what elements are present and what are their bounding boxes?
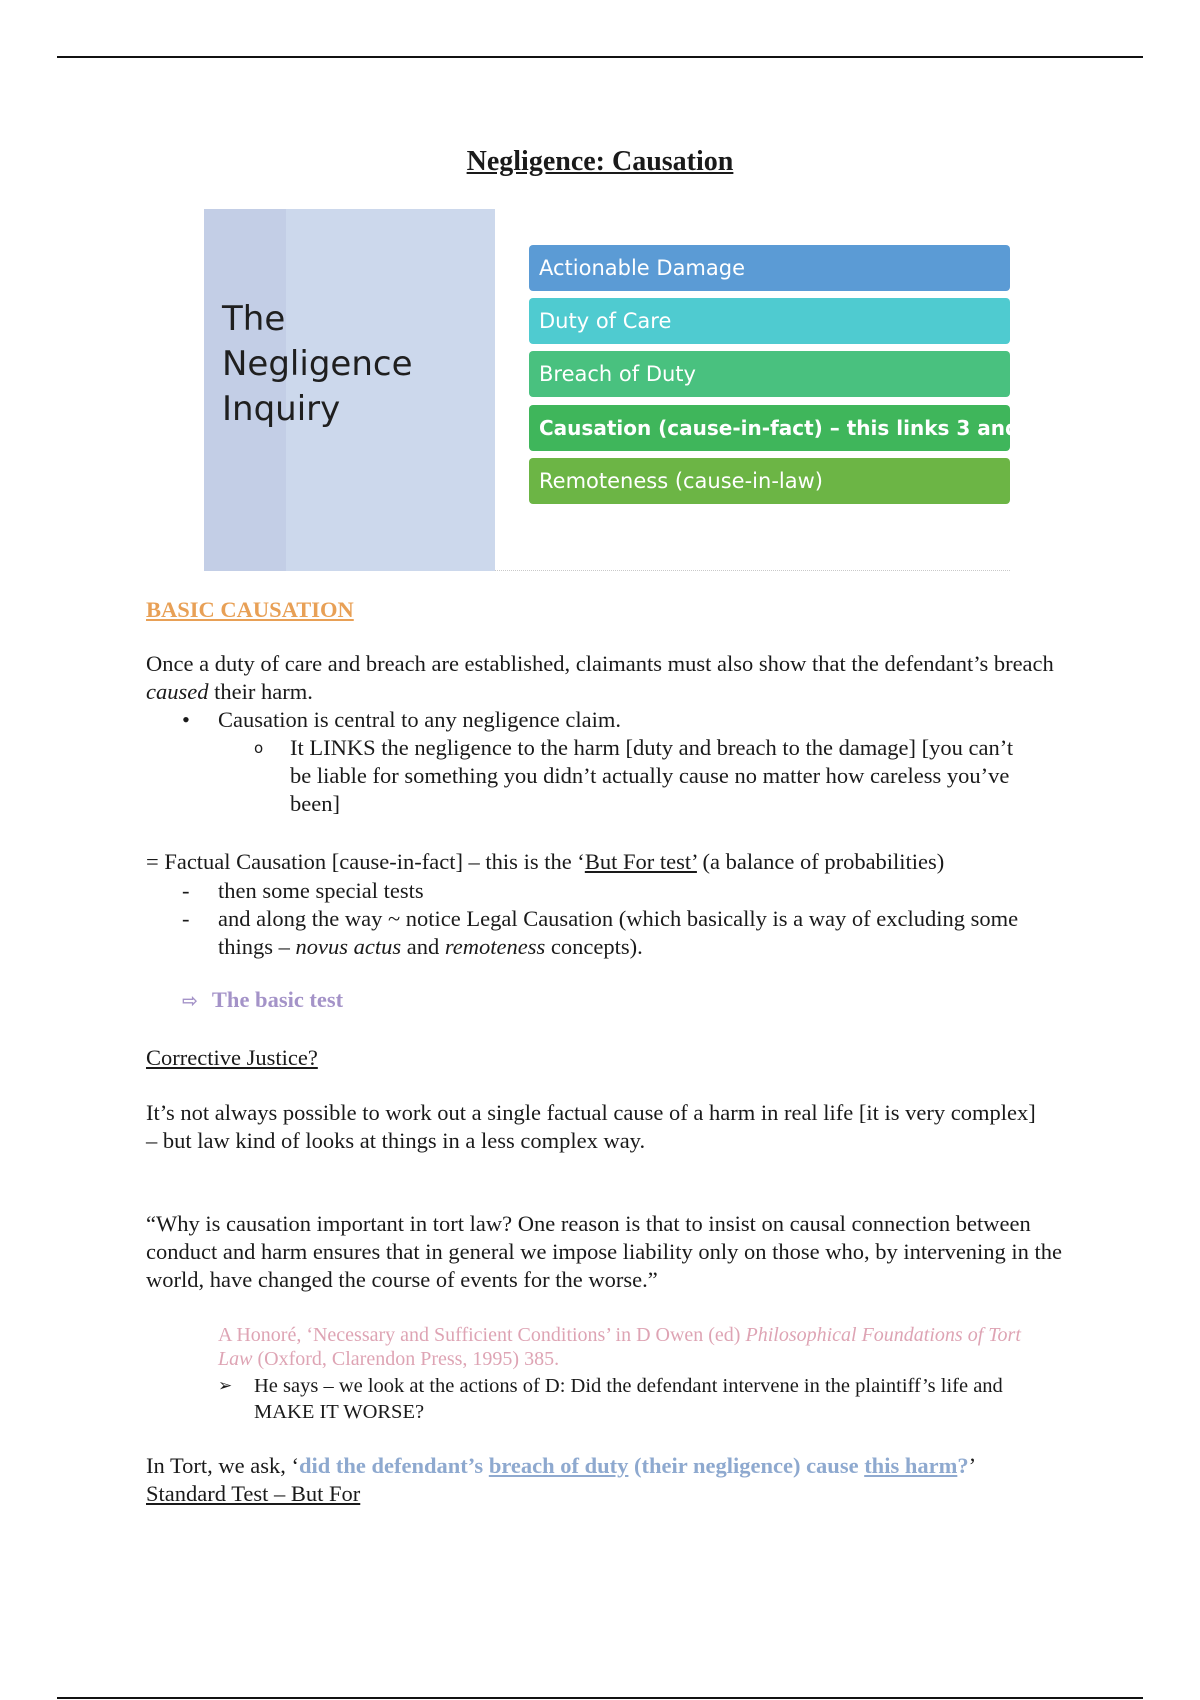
tort-question-c: ’ xyxy=(968,1453,977,1478)
standard-test-heading: Standard Test – But For xyxy=(146,1481,361,1506)
but-for-test-link-text: But For test’ xyxy=(584,849,697,874)
dash-text-2 xyxy=(218,905,1038,961)
diagram-bar-breach-of-duty: Breach of Duty xyxy=(529,351,1010,397)
right-arrow-icon: ⇨ xyxy=(182,990,198,1012)
top-rule xyxy=(57,56,1143,58)
bullet-dot-icon: • xyxy=(182,707,190,732)
citation-b: (Oxford, Clarendon Press, 1995) 385. xyxy=(252,1348,560,1370)
tort-question-this-harm: this harm xyxy=(864,1453,958,1478)
citation-book-title: Philosophical Foundations of Tort Law xyxy=(218,1324,1021,1370)
intro-text-a: Once a duty of care and breach are established, claimants must also show that the defendant’s breach xyxy=(146,651,1054,676)
dash-text-1: then some special tests xyxy=(218,878,424,903)
dash-marker: - xyxy=(182,878,190,903)
intro-paragraph xyxy=(146,650,1066,706)
honore-note-text: He says – we look at the actions of D: Did the defendant intervene in the plaintiff’s life and MAKE IT WORSE? xyxy=(254,1375,1003,1423)
tort-question-b3: (their negligence) cause xyxy=(628,1453,865,1478)
intro-text-b: their harm. xyxy=(208,679,313,704)
diagram-bar-remoteness: Remoteness (cause-in-law) xyxy=(529,458,1010,504)
complexity-line-2: – but law kind of looks at things in a less complex way. xyxy=(146,1128,646,1153)
citation-a: A Honoré, ‘Necessary and Sufficient Conditions’ in D Owen (ed) xyxy=(218,1324,746,1346)
factual-lead: = Factual Causation [cause-in-fact] – this is the ‘ xyxy=(146,849,585,874)
dash-marker: - xyxy=(182,906,190,931)
honore-quote: “Why is causation important in tort law? One reason is that to insist on causal connection between conduct and harm ensures that in general we impose liability only on those who, by intervening in the world, have changed the course of events for the worse.” xyxy=(146,1211,1063,1292)
diagram-bar-causation: Causation (cause-in-fact) – this links 3 and 1 xyxy=(529,405,1010,451)
dash2-remoteness: remoteness xyxy=(444,934,546,959)
diagram-panel-title: The Negligence Inquiry xyxy=(222,299,413,429)
diagram-bar-actionable-damage: Actionable Damage xyxy=(529,245,1010,291)
intro-italic-caused: caused xyxy=(146,679,209,704)
factual-causation-line xyxy=(146,848,1066,876)
complexity-line-1: It’s not always possible to work out a single factual cause of a harm in real life [it is very complex] xyxy=(146,1100,1036,1125)
tort-question xyxy=(146,1452,1066,1480)
page-title: Negligence: Causation xyxy=(466,146,734,177)
diagram-baseline xyxy=(495,570,1010,571)
honore-citation xyxy=(218,1323,1058,1371)
negligence-inquiry-diagram xyxy=(204,209,1041,571)
complexity-paragraph xyxy=(146,1099,1046,1155)
sub-bullet-text: It LINKS the negligence to the harm [duty and breach to the damage] [you can’t be liable for something you didn’t actually cause no matter how careless you’ve been] xyxy=(290,735,1014,816)
diagram-title-panel xyxy=(204,209,495,571)
corrective-justice-heading: Corrective Justice? xyxy=(146,1045,318,1070)
tort-question-b5: ? xyxy=(957,1453,969,1478)
dash2-end: concepts). xyxy=(545,934,643,959)
tort-question-a: In Tort, we ask, ‘ xyxy=(146,1453,299,1478)
dash2-a: and along the way ~ notice Legal Causation (which basically is a way of excluding some things – xyxy=(218,906,1019,959)
dash2-and: and xyxy=(401,934,445,959)
bottom-rule xyxy=(57,1697,1143,1699)
diagram-bar-duty-of-care: Duty of Care xyxy=(529,298,1010,344)
basic-test-label: The basic test xyxy=(211,987,344,1012)
circle-bullet-icon: o xyxy=(254,739,264,757)
arrowhead-bullet-icon: ➢ xyxy=(218,1376,233,1396)
basic-test-heading xyxy=(182,987,343,1013)
bullet-text: Causation is central to any negligence claim. xyxy=(218,707,621,732)
dash2-novus-actus: novus actus xyxy=(295,934,402,959)
section-heading-basic-causation: BASIC CAUSATION xyxy=(146,597,354,622)
factual-tail: (a balance of probabilities) xyxy=(696,849,945,874)
tort-question-b1: did the defendant’s xyxy=(298,1453,489,1478)
tort-question-breach-of-duty: breach of duty xyxy=(488,1453,629,1478)
